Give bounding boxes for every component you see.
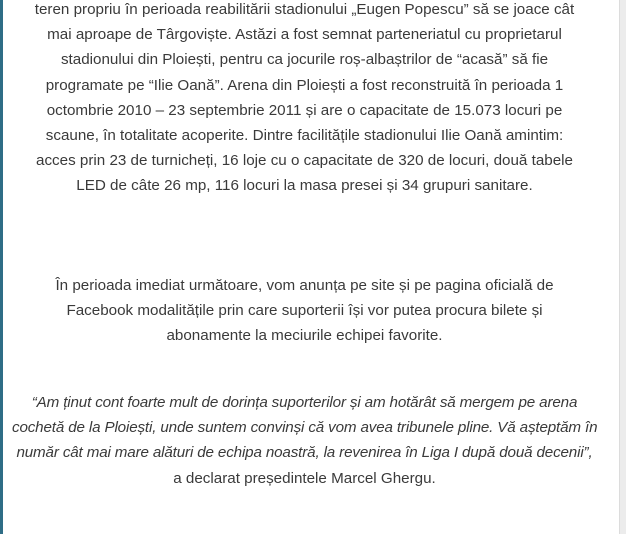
article-paragraph-tickets <box>12 273 597 349</box>
paragraph-line: octombrie 2010 – 23 septembrie 2011 și are o capacitate de 15.073 locuri pe <box>46 101 563 119</box>
quote-line: număr cât mai mare alături de echipa noastră, la revenirea în Liga I după două decenii”, <box>16 444 593 462</box>
paragraph-line: scaune, în totalitate acoperite. Dintre facilitățile stadionului Ilie Oană amintim: <box>45 126 564 144</box>
paragraph-line: abonamente la meciurile echipei favorite. <box>166 327 443 345</box>
paragraph-line: acces prin 23 de turnicheți, 16 loje cu o capacitate de 320 de locuri, două tabele <box>36 152 573 170</box>
paragraph-line: În perioada imediat următoare, vom anunța pe site și pe pagina oficială de <box>55 277 554 294</box>
paragraph-line: mai aproape de Târgoviște. Astăzi a fost semnat parteneriatul cu proprietarul <box>47 26 562 44</box>
president-quote <box>12 390 597 491</box>
paragraph-line: teren propriu în perioada reabilitării stadionului „Eugen Popescu” să se joace cât <box>34 1 575 18</box>
quote-attribution: a declarat președintele Marcel Ghergu. <box>173 469 436 487</box>
left-accent-border <box>0 0 3 534</box>
paragraph-line: LED de câte 26 mp, 116 locuri la masa presei și 34 grupuri sanitare. <box>76 177 533 195</box>
quote-line: “Am ținut cont foarte mult de dorința suporterilor și am hotărât să mergem pe arena <box>31 394 578 411</box>
article-paragraph-stadium <box>12 0 597 199</box>
scrollbar-track[interactable] <box>619 0 626 534</box>
paragraph-line: programate pe “Ilie Oană”. Arena din Ploiești a fost reconstruită în perioada 1 <box>45 76 564 94</box>
quote-line: cochetă de la Ploiești, unde suntem convinși că vom avea tribunele pline. Vă așteptăm în <box>12 419 598 437</box>
paragraph-line: stadionului din Ploiești, pentru ca jocurile roș-albaștrilor de “acasă” să fie <box>60 51 549 69</box>
paragraph-line: Facebook modalitățile prin care suporterii își vor putea procura bilete și <box>66 302 543 320</box>
